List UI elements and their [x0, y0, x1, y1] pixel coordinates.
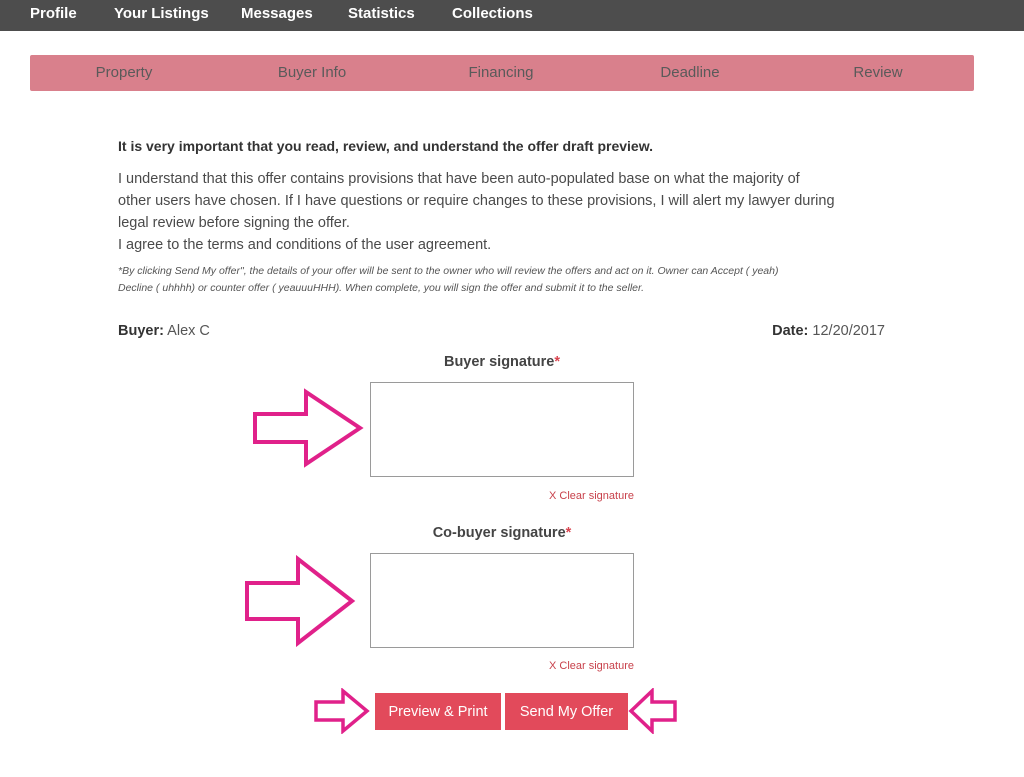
nav-profile[interactable]: Profile — [30, 5, 77, 22]
send-offer-button[interactable]: Send My Offer — [505, 693, 628, 730]
date-info — [772, 323, 885, 339]
step-financing[interactable]: Financing — [468, 64, 534, 81]
nav-statistics[interactable]: Statistics — [348, 5, 415, 22]
agreement-line: I understand that this offer contains provisions that have been auto-populated base on what the majority of — [118, 171, 800, 187]
note-line: Decline ( uhhhh) or counter offer ( yeauuuHHH). When complete, you will sign the offer and submit it to the seller. — [118, 282, 645, 294]
buyer-info — [118, 323, 210, 339]
nav-messages[interactable]: Messages — [241, 5, 313, 22]
agreement-paragraph — [118, 168, 898, 256]
nav-collections[interactable]: Collections — [452, 5, 533, 22]
buyer-name: Alex C — [167, 323, 210, 339]
cobuyer-signature-label — [370, 525, 634, 541]
send-offer-note — [118, 263, 898, 297]
step-deadline[interactable]: Deadline — [660, 64, 720, 81]
preview-print-button[interactable]: Preview & Print — [375, 693, 501, 730]
buyer-signature-label-text: Buyer signature — [443, 354, 555, 370]
annotation-arrow-right-icon — [242, 555, 358, 647]
required-mark: * — [565, 525, 572, 541]
buyer-signature-label — [370, 354, 634, 370]
agreement-line: legal review before signing the offer. — [118, 215, 350, 231]
clear-cobuyer-signature-link[interactable]: X Clear signature — [549, 660, 634, 672]
step-buyer-info[interactable]: Buyer Info — [277, 64, 347, 81]
required-mark: * — [554, 354, 561, 370]
agreement-line: other users have chosen. If I have questions or require changes to these provisions, I will alert my lawyer during — [118, 193, 835, 209]
annotation-arrow-left-icon — [628, 688, 678, 734]
agreement-line: I agree to the terms and conditions of the user agreement. — [118, 237, 492, 253]
top-navigation — [0, 0, 1024, 31]
step-property[interactable]: Property — [95, 64, 153, 81]
step-review[interactable]: Review — [853, 64, 903, 81]
date-value: 12/20/2017 — [812, 323, 885, 339]
annotation-arrow-right-icon — [250, 388, 366, 468]
review-heading: It is very important that you read, review, and understand the offer draft preview. — [118, 138, 653, 154]
clear-buyer-signature-link[interactable]: X Clear signature — [549, 490, 634, 502]
progress-steps-bar — [30, 55, 974, 91]
date-label: Date: — [772, 323, 809, 339]
annotation-arrow-right-icon — [313, 688, 371, 734]
nav-your-listings[interactable]: Your Listings — [114, 5, 209, 22]
note-line: *By clicking Send My offer", the details of your offer will be sent to the owner who will review the offers and act on it. Owner can Accept ( yeah) — [118, 265, 779, 277]
buyer-label: Buyer: — [118, 323, 164, 339]
buyer-signature-pad[interactable] — [370, 382, 634, 477]
cobuyer-signature-label-text: Co-buyer signature — [432, 525, 566, 541]
cobuyer-signature-pad[interactable] — [370, 553, 634, 648]
